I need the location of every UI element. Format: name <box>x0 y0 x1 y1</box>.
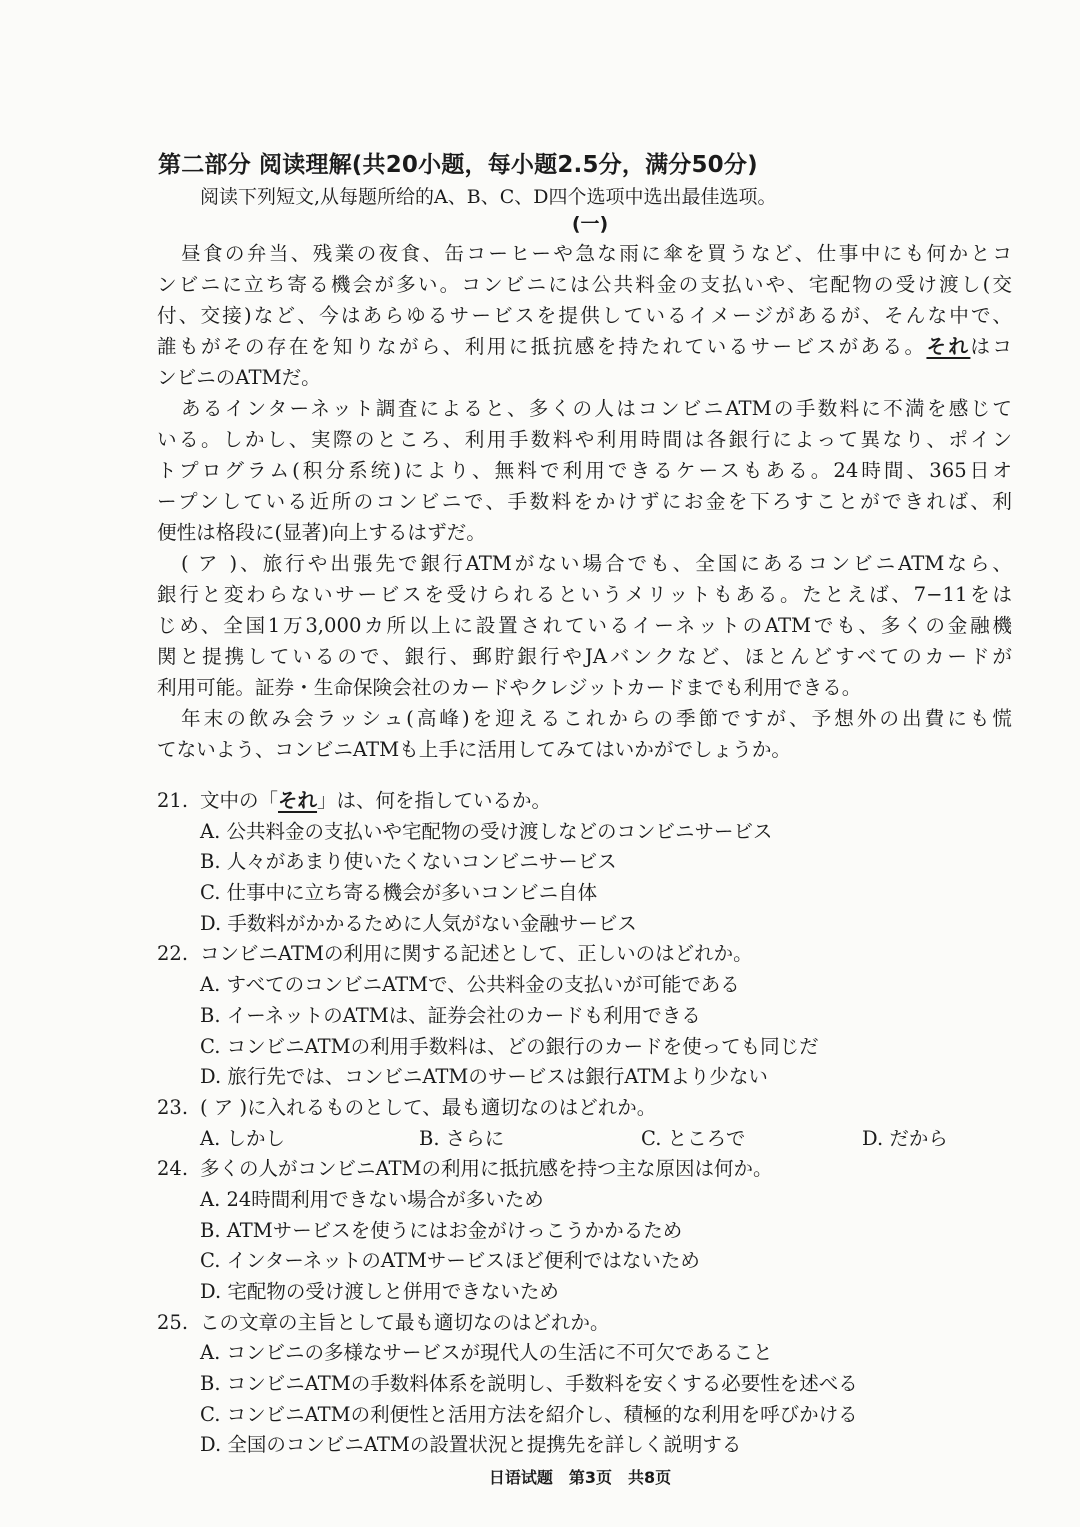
reading-passage <box>157 238 1012 765</box>
option-24-d: D. 宅配物の受け渡しと併用できないため <box>200 1280 559 1303</box>
option-23-b: B. さらに <box>419 1126 505 1150</box>
passage-line: 昼食の弁当、残業の夜食、缶コーヒーや急な雨に傘を買うなど、仕事中にも何かとコ <box>181 242 1012 265</box>
question-24 <box>157 1154 1017 1185</box>
passage-line: ープンしている近所のコンビニで、手数料をかけずにお金を下ろすことができれば、利 <box>157 490 1012 513</box>
underlined-sore: それ <box>926 335 971 358</box>
question-text: コンビニATMの利用に関する記述として、正しいのはどれか。 <box>200 942 753 966</box>
passage-line: てないよう、コンビニATMも上手に活用してみてはいかがでしょうか。 <box>157 738 792 761</box>
option-23-c: C. ところで <box>641 1126 746 1150</box>
passage-line: 付、交接)など、今はあらゆるサービスを提供しているイメージがあるが、そんな中で、 <box>157 304 1012 327</box>
option-23-a: A. しかし <box>200 1126 285 1150</box>
passage-text: はコ <box>970 335 1012 358</box>
passage-line: じめ、全国1万3,000カ所以上に設置されているイーネットのATMでも、多くの金融機 <box>157 614 1012 637</box>
question-list <box>157 786 1017 1461</box>
option-25-a: A. コンビニの多様なサービスが現代人の生活に不可欠であること <box>200 1341 773 1365</box>
option-23-d: D. だから <box>862 1126 948 1150</box>
question-number: 22. <box>157 942 189 966</box>
option-25-b: B. コンビニATMの手数料体系を説明し、手数料を安くする必要性を述べる <box>200 1372 858 1396</box>
question-number: 21. <box>157 789 189 812</box>
question-text: この文章の主旨として最も適切なのはどれか。 <box>200 1310 610 1334</box>
question-text: ( ア )に入れるものとして、最も適切なのはどれか。 <box>200 1095 657 1119</box>
passage-line: 年末の飲み会ラッシュ(高峰)を迎えるこれからの季節ですが、予想外の出費にも慌 <box>181 707 1012 730</box>
option-25-d: D. 全国のコンビニATMの設置状況と提携先を詳しく説明する <box>200 1433 742 1457</box>
option-25-c: C. コンビニATMの利便性と活用方法を紹介し、積極的な利用を呼びかける <box>200 1402 858 1426</box>
passage-number: (一) <box>571 213 609 235</box>
question-text: 多くの人がコンビニATMの利用に抵抗感を持つ主な原因は何か。 <box>200 1157 773 1181</box>
question-22 <box>157 939 1017 970</box>
option-22-a: A. すべてのコンビニATMで、公共料金の支払いが可能である <box>200 973 740 997</box>
option-24-c: C. インターネットのATMサービスほど便利ではないため <box>200 1249 700 1273</box>
passage-line: 利用可能。証券・生命保険会社のカードやクレジットカードまでも利用できる。 <box>157 676 862 699</box>
question-number: 24. <box>157 1157 189 1181</box>
question-text: 」は、何を指しているか。 <box>317 789 552 812</box>
instruction: 阅读下列短文,从每题所给的A、B、C、D四个选项中选出最佳选项。 <box>200 186 777 208</box>
option-22-c: C. コンビニATMの利用手数料は、どの銀行のカードを使っても同じだ <box>200 1034 819 1058</box>
option-22-b: B. イーネットのATMは、証券会社のカードも利用できる <box>200 1003 701 1027</box>
passage-text: 誰もがその存在を知りながら、利用に抵抗感を持たれているサービスがある。 <box>157 335 927 358</box>
underlined-sore: それ <box>278 789 318 812</box>
passage-line: ンビニのATMだ。 <box>157 366 321 389</box>
passage-line: 銀行と変わらないサービスを受けられるというメリットもある。たとえば、7−11をは <box>157 583 1012 606</box>
passage-line: 関と提携しているので、銀行、郵貯銀行やJAバンクなど、ほとんどすべてのカードが <box>157 645 1012 668</box>
passage-line: いる。しかし、実際のところ、利用手数料や利用時間は各銀行によって異なり、ポイン <box>157 428 1012 451</box>
page-footer: 日语试题 第3页 共8页 <box>488 1468 672 1487</box>
passage-line: ンビニに立ち寄る機会が多い。コンビニには公共料金の支払いや、宅配物の受け渡し(交 <box>157 273 1012 296</box>
option-24-b: B. ATMサービスを使うにはお金がけっこうかかるため <box>200 1218 683 1242</box>
option-21-c: C. 仕事中に立ち寄る機会が多いコンビニ自体 <box>200 881 598 905</box>
option-21-b: B. 人々があまり使いたくないコンビニサービス <box>200 850 617 874</box>
option-21-a: A. 公共料金の支払いや宅配物の受け渡しなどのコンビニサービス <box>200 819 773 843</box>
question-21 <box>157 786 1017 817</box>
passage-line: 便性は格段に(显著)向上するはずだ。 <box>157 521 486 544</box>
section-title: 第二部分 阅读理解(共20小题，每小题2.5分，满分50分) <box>158 152 758 178</box>
question-number: 25. <box>157 1310 189 1334</box>
passage-line: トプログラム(积分系统)により、無料で利用できるケースもある。24時間、365日オ <box>157 459 1012 482</box>
option-21-d: D. 手数料がかかるために人気がない金融サービス <box>200 911 637 935</box>
option-22-d: D. 旅行先では、コンビニATMのサービスは銀行ATMより少ない <box>200 1065 768 1089</box>
question-23 <box>157 1093 1017 1124</box>
option-row-23 <box>157 1124 1017 1155</box>
question-25 <box>157 1308 1017 1339</box>
question-text: 文中の「 <box>200 789 279 812</box>
option-24-a: A. 24時間利用できない場合が多いため <box>200 1187 544 1211</box>
passage-line: ( ア )、旅行や出張先で銀行ATMがない場合でも、全国にあるコンビニATMなら、 <box>181 552 1012 575</box>
question-number: 23. <box>157 1095 189 1119</box>
passage-line: あるインターネット調査によると、多くの人はコンビニATMの手数料に不満を感じて <box>181 397 1012 420</box>
passage-line <box>157 331 1012 362</box>
